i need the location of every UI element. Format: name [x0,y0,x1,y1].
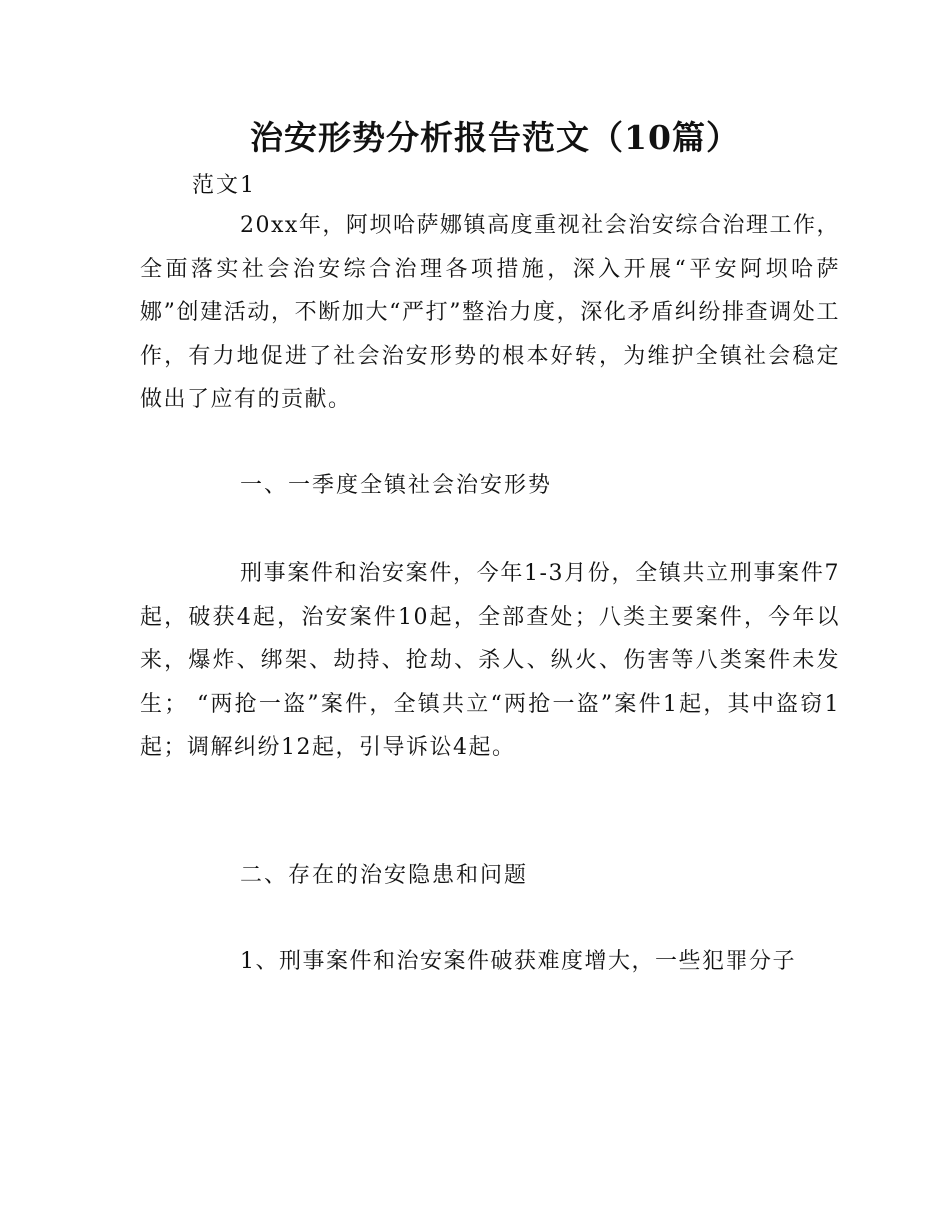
document-subtitle: 范文1 [192,173,256,198]
document-title: 治安形势分析报告范文（10篇） [250,118,740,157]
paragraph-statistics: 刑事案件和治安案件，今年1-3月份，全镇共立刑事案件7起，破获4起，治安案件10起，全部查处；八类主要案件，今年以来，爆炸、绑架、劫持、抢劫、杀人、纵火、伤害等八类案件未发生； “两抢一盗”案件，全镇共立“两抢一盗”案件1起，其中盗窃1起；调解纠纷12起，引导诉讼4起。 [140,561,840,760]
section-heading-2: 二、存在的治安隐患和问题 [240,863,529,888]
paragraph-issues: 1、刑事案件和治安案件破获难度增大，一些犯罪分子 [240,949,796,974]
paragraph-intro: 20xx年，阿坝哈萨娜镇高度重视社会治安综合治理工作，全面落实社会治安综合治理各项措施，深入开展“平安阿坝哈萨娜”创建活动，不断加大“严打”整治力度，深化矛盾纠纷排查调处工作，有力地促进了社会治安形势的根本好转，为维护全镇社会稳定做出了应有的贡献。 [140,213,840,412]
section-heading-1: 一、一季度全镇社会治安形势 [240,473,553,498]
